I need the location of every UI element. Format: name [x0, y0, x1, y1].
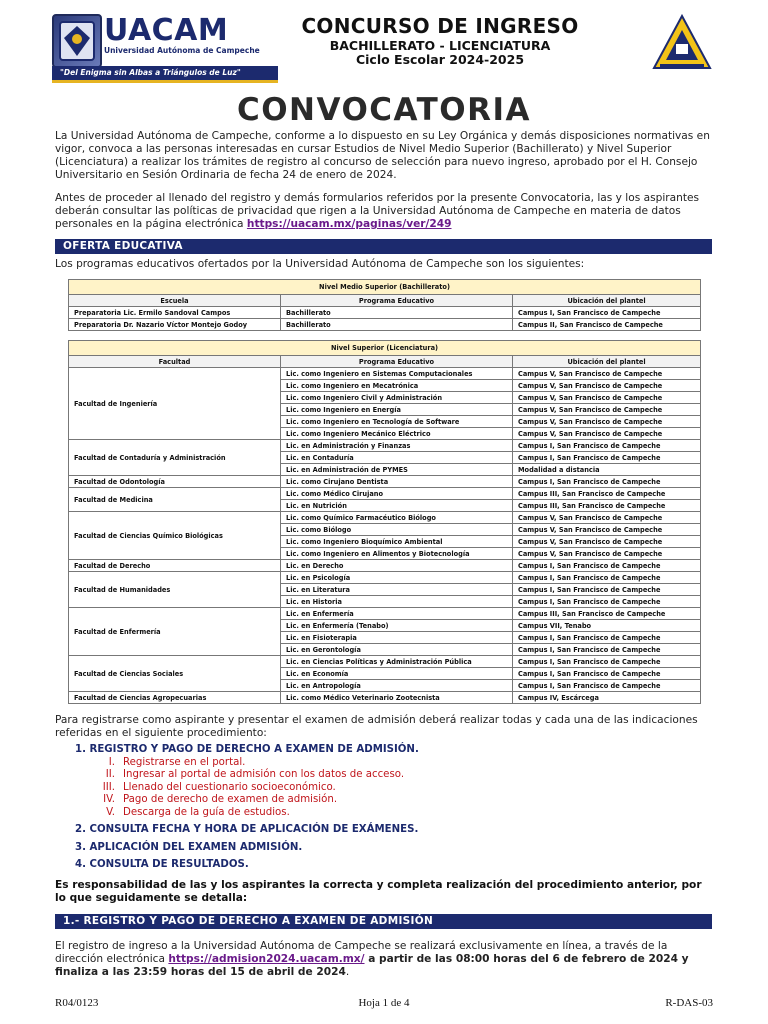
intro-paragraph: La Universidad Autónoma de Campeche, conforme a lo dispuesto en su Ley Orgánica y demás disposiciones normativas en vigor, convoca a las personas interesadas en cursar Estudios de Nivel Medio Superior (Bachillerato) y Nivel Superior (Licenciatura) a realizar los trámites de registro al concurso de selección para nuevo ingreso, aprobado por el H. Consejo Universitario en Sesión Ordinaria de fecha 24 de enero de 2024. [55, 130, 710, 181]
procedure-step: 4. CONSULTA DE RESULTADOS. [75, 859, 249, 870]
table-cell: Lic. en Historia [281, 596, 513, 608]
table-cell: Campus V, San Francisco de Campeche [513, 428, 701, 440]
procedure-intro: Para registrarse como aspirante y presentar el examen de admisión deberá realizar todas y cada una de las indicaciones referidas en el siguiente procedimiento: [55, 714, 698, 739]
table-cell: Lic. como Ingeniero en Tecnología de Software [281, 416, 513, 428]
faculty-cell: Facultad de Ingeniería [69, 368, 281, 440]
brand-name: UACAM [104, 13, 229, 48]
column-header: Ubicación del plantel [513, 295, 701, 307]
table-row [69, 608, 701, 620]
procedure-substep [75, 807, 419, 820]
table-cell: Campus V, San Francisco de Campeche [513, 392, 701, 404]
bachillerato-table [68, 279, 701, 331]
table-cell: Campus V, San Francisco de Campeche [513, 536, 701, 548]
table-cell: Preparatoria Dr. Nazario Víctor Montejo Godoy [69, 319, 281, 331]
table-cell: Lic. en Administración de PYMES [281, 464, 513, 476]
table-row [69, 476, 701, 488]
faculty-cell: Facultad de Ciencias Sociales [69, 656, 281, 692]
table-title-row [69, 341, 701, 356]
table-cell: Lic. como Ingeniero en Mecatrónica [281, 380, 513, 392]
table-cell: Bachillerato [281, 319, 513, 331]
table-cell: Lic. en Derecho [281, 560, 513, 572]
table-cell: Campus I, San Francisco de Campeche [513, 440, 701, 452]
table-cell: Campus I, San Francisco de Campeche [513, 596, 701, 608]
table-cell: Campus V, San Francisco de Campeche [513, 416, 701, 428]
motto-text: "Del Enigma sin Albas a Triángulos de Luz" [60, 68, 241, 77]
substep-number: IV. [103, 794, 115, 805]
table-cell: Campus I, San Francisco de Campeche [513, 668, 701, 680]
table-cell: Lic. en Fisioterapia [281, 632, 513, 644]
table-title-row [69, 280, 701, 295]
section-heading-oferta: OFERTA EDUCATIVA [55, 239, 712, 254]
procedure-substep [75, 782, 419, 795]
admission-portal-link[interactable]: https://admision2024.uacam.mx/ [168, 953, 365, 965]
table-cell: Campus V, San Francisco de Campeche [513, 548, 701, 560]
table-row [69, 319, 701, 331]
table-cell: Lic. en Economía [281, 668, 513, 680]
table-cell: Lic. como Ingeniero en Sistemas Computacionales [281, 368, 513, 380]
faculty-cell: Facultad de Odontología [69, 476, 281, 488]
procedure-substep [75, 769, 419, 782]
table-cell: Campus II, San Francisco de Campeche [513, 319, 701, 331]
procedure-step: 3. APLICACIÓN DEL EXAMEN ADMISIÓN. [75, 841, 303, 853]
faculty-cell: Facultad de Medicina [69, 488, 281, 512]
table-cell: Campus III, San Francisco de Campeche [513, 608, 701, 620]
table-cell: Lic. como Ingeniero Civil y Administración [281, 392, 513, 404]
substep-number: V. [106, 806, 115, 818]
table-cell: Lic. en Ciencias Políticas y Administración Pública [281, 656, 513, 668]
table-cell: Campus I, San Francisco de Campeche [513, 307, 701, 319]
table-cell: Campus I, San Francisco de Campeche [513, 572, 701, 584]
school-cycle: Ciclo Escolar 2024-2025 [355, 52, 525, 67]
table-cell: Campus I, San Francisco de Campeche [513, 644, 701, 656]
triangle-seal-icon [652, 14, 712, 72]
table-cell: Lic. como Ingeniero en Energía [281, 404, 513, 416]
table-cell: Lic. en Gerontología [281, 644, 513, 656]
table-cell: Lic. como Ingeniero Bioquímico Ambiental [281, 536, 513, 548]
substep-number: I. [108, 756, 115, 768]
table-cell: Campus VII, Tenabo [513, 620, 701, 632]
crest-icon [54, 16, 100, 66]
table-cell: Lic. como Cirujano Dentista [281, 476, 513, 488]
procedure-step: 1. REGISTRO Y PAGO DE DERECHO A EXAMEN DE ADMISIÓN. [75, 744, 419, 755]
table-cell: Campus III, San Francisco de Campeche [513, 488, 701, 500]
substep-label: Llenado del cuestionario socioeconómico. [123, 781, 336, 793]
privacy-link[interactable]: https://uacam.mx/paginas/ver/249 [246, 218, 452, 230]
table-cell: Lic. como Biólogo [281, 524, 513, 536]
table-cell: Campus I, San Francisco de Campeche [513, 476, 701, 488]
table-row [69, 560, 701, 572]
table-cell: Lic. en Antropología [281, 680, 513, 692]
table-cell: Campus V, San Francisco de Campeche [513, 404, 701, 416]
faculty-cell: Facultad de Enfermería [69, 608, 281, 656]
table-cell: Campus V, San Francisco de Campeche [513, 524, 701, 536]
table-cell: Lic. en Administración y Finanzas [281, 440, 513, 452]
table-cell: Campus I, San Francisco de Campeche [513, 632, 701, 644]
table-cell: Lic. como Ingeniero en Alimentos y Biotecnología [281, 548, 513, 560]
faculty-cell: Facultad de Humanidades [69, 572, 281, 608]
procedure-substep [75, 794, 419, 807]
procedure-step: 2. CONSULTA FECHA Y HORA DE APLICACIÓN DE EXÁMENES. [75, 824, 419, 835]
table-title: Nivel Superior (Licenciatura) [69, 341, 701, 356]
faculty-cell: Facultad de Ciencias Químico Biológicas [69, 512, 281, 560]
table-row [69, 307, 701, 319]
page-title: CONVOCATORIA [236, 92, 532, 128]
table-cell: Campus I, San Francisco de Campeche [513, 656, 701, 668]
table-cell: Lic. como Ingeniero Mecánico Eléctrico [281, 428, 513, 440]
faculty-cell: Facultad de Contaduría y Administración [69, 440, 281, 476]
procedure-steps [75, 744, 419, 872]
substep-number: II. [105, 769, 115, 780]
column-header: Facultad [69, 356, 281, 368]
table-title: Nivel Medio Superior (Bachillerato) [69, 280, 701, 295]
table-row [69, 656, 701, 668]
brand-subtitle: Universidad Autónoma de Campeche [104, 46, 260, 55]
table-cell: Campus I, San Francisco de Campeche [513, 560, 701, 572]
table-cell: Campus IV, Escárcega [513, 692, 701, 704]
table-header-row [69, 356, 701, 368]
contest-title: CONCURSO DE INGRESO [301, 14, 579, 38]
substep-label: Pago de derecho de examen de admisión. [123, 794, 338, 805]
admission-seal-logo [652, 14, 712, 72]
substep-label: Registrarse en el portal. [123, 756, 246, 768]
table-cell: Campus I, San Francisco de Campeche [513, 452, 701, 464]
table-row [69, 692, 701, 704]
table-cell: Campus V, San Francisco de Campeche [513, 368, 701, 380]
table-cell: Campus III, San Francisco de Campeche [513, 500, 701, 512]
table-cell: Lic. en Literatura [281, 584, 513, 596]
faculty-cell: Facultad de Ciencias Agropecuarias [69, 692, 281, 704]
table-row [69, 512, 701, 524]
table-cell: Lic. como Médico Veterinario Zootecnista [281, 692, 513, 704]
table-row [69, 440, 701, 452]
table-cell: Campus I, San Francisco de Campeche [513, 584, 701, 596]
substep-number: III. [102, 781, 115, 793]
column-header: Programa Educativo [281, 295, 513, 307]
registration-dates: a partir de las 08:00 horas del 6 de febrero de 2024 y finaliza a las 23:59 horas del 15 de abril de 2024 [55, 953, 689, 978]
table-cell: Campus I, San Francisco de Campeche [513, 680, 701, 692]
footer-code-left: R04/0123 [55, 997, 99, 1009]
table-row [69, 368, 701, 380]
oferta-intro: Los programas educativos ofertados por la Universidad Autónoma de Campeche son los siguientes: [55, 258, 585, 270]
table-cell: Campus V, San Francisco de Campeche [513, 380, 701, 392]
table-cell: Campus V, San Francisco de Campeche [513, 512, 701, 524]
table-row [69, 572, 701, 584]
procedure-substep [75, 757, 419, 770]
table-cell: Modalidad a distancia [513, 464, 701, 476]
substep-label: Ingresar al portal de admisión con los datos de acceso. [123, 769, 405, 780]
table-cell: Bachillerato [281, 307, 513, 319]
table-cell: Lic. en Nutrición [281, 500, 513, 512]
registration-end: . [345, 966, 350, 978]
table-cell: Lic. en Enfermería [281, 608, 513, 620]
privacy-text: Antes de proceder al llenado del registro y demás formularios referidos por la presente Convocatoria, las y los aspirantes deberán consultar las políticas de privacidad que rigen a la Universidad Autónoma de Campeche en materia de datos personales en la página electrónica [55, 192, 700, 230]
registration-paragraph [55, 940, 715, 979]
column-header: Programa Educativo [281, 356, 513, 368]
table-cell: Lic. en Contaduría [281, 452, 513, 464]
table-row [69, 488, 701, 500]
column-header: Ubicación del plantel [513, 356, 701, 368]
table-cell: Lic. como Médico Cirujano [281, 488, 513, 500]
table-header-row [69, 295, 701, 307]
responsibility-paragraph: Es responsabilidad de las y los aspirantes la correcta y completa realización del procedimiento anterior, por lo que seguidamente se detalla: [55, 879, 702, 904]
privacy-paragraph [55, 192, 715, 231]
column-header: Escuela [69, 295, 281, 307]
table-cell: Lic. en Psicología [281, 572, 513, 584]
substep-label: Descarga de la guía de estudios. [123, 806, 290, 818]
section-heading-registro: 1.- REGISTRO Y PAGO DE DERECHO A EXAMEN DE ADMISIÓN [55, 914, 712, 929]
university-crest-logo [52, 14, 102, 68]
contest-subtitle: BACHILLERATO - LICENCIATURA [329, 38, 551, 53]
table-cell: Lic. en Enfermería (Tenabo) [281, 620, 513, 632]
table-cell: Lic. como Químico Farmacéutico Biólogo [281, 512, 513, 524]
table-cell: Preparatoria Lic. Ermilo Sandoval Campos [69, 307, 281, 319]
faculty-cell: Facultad de Derecho [69, 560, 281, 572]
footer-code-right: R-DAS-03 [665, 997, 713, 1009]
registration-text: El registro de ingreso a la Universidad Autónoma de Campeche se realizará exclusivamente en línea, a través de la dirección electrónica [55, 940, 668, 965]
footer-page-number: Hoja 1 de 4 [358, 997, 410, 1009]
licenciatura-table [68, 340, 701, 704]
